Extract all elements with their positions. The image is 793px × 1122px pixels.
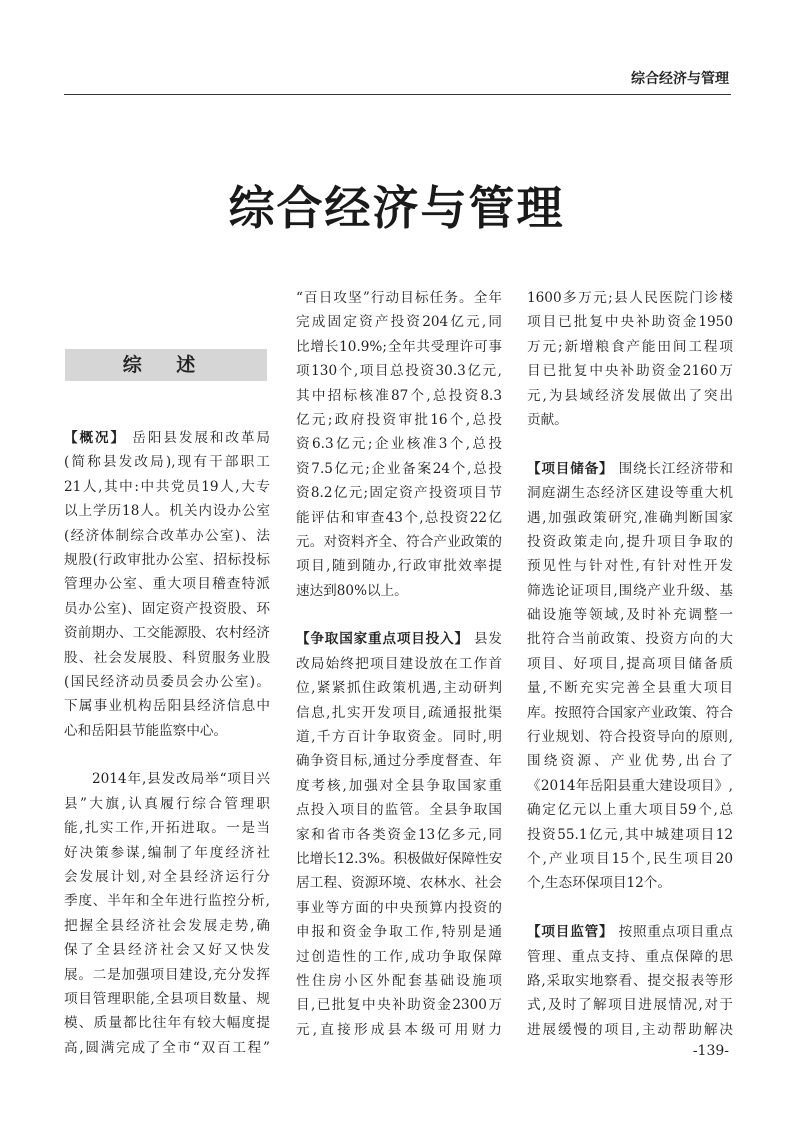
line-text: 道,千方百计争取资金。同时,明 [296, 729, 502, 746]
line-text: 位,紧紧抓住政策机遇,主动研判 [296, 680, 502, 697]
paragraph [296, 627, 502, 1042]
text-line [527, 847, 733, 871]
text-line [296, 506, 502, 530]
line-text: 行业规划、符合投资导向的原则, [527, 729, 733, 746]
line-text: 性住房小区外配套基础设施项 [296, 972, 502, 989]
line-text: 个,产业项目15个,民生项目20 [527, 850, 733, 867]
line-text: 个,生态环保项目12个。 [527, 875, 671, 892]
text-line [296, 408, 502, 432]
text-line [64, 694, 270, 718]
text-line [296, 701, 502, 725]
line-text: (国民经济动员委员会办公室)。 [64, 673, 270, 690]
text-line [296, 920, 502, 944]
text-column-1 [64, 426, 270, 1060]
line-text: 改局始终把项目建设放在工作首 [296, 655, 502, 672]
line-text: 项目已批复中央补助资金1950 [527, 314, 733, 331]
line-text: 家和省市各类资金13亿多元,同 [296, 826, 502, 843]
line-text: 洞庭湖生态经济区建设等重大机 [527, 485, 733, 502]
paragraph-gap [527, 432, 733, 456]
line-text: 目,已批复中央补助资金2300万 [296, 997, 502, 1014]
text-line [296, 554, 502, 578]
line-text: (简称县发改局),现有干部职工 [64, 454, 270, 471]
line-text: 亿元;政府投资审批16个,总投 [296, 411, 502, 428]
line-text: 岳阳县发展和改革局 [126, 430, 271, 446]
line-text: 能,扎实工作,开拓进取。一是当 [64, 820, 270, 837]
line-text: 预见性与针对性,有针对性开发 [527, 558, 733, 575]
paragraph-gap [527, 896, 733, 920]
line-text: 其中招标核准87个,总投资8.3 [296, 387, 502, 404]
text-line [296, 530, 502, 554]
line-text: 员办公室)、固定资产投资股、环 [64, 600, 270, 617]
text-line [296, 798, 502, 822]
text-line [296, 432, 502, 456]
text-line [64, 719, 270, 743]
paragraph [527, 286, 733, 432]
line-text: 项目、好项目,提高项目储备质 [527, 655, 733, 672]
text-line [296, 993, 502, 1017]
text-line [64, 963, 270, 987]
line-text: 县发 [468, 631, 503, 648]
line-text: 1600多万元;县人民医院门诊楼 [527, 290, 733, 306]
text-line [64, 670, 270, 694]
header-rule [64, 94, 731, 95]
line-text: 保了全县经济社会又好又快发 [64, 942, 270, 959]
text-line [296, 1018, 502, 1042]
text-line [64, 646, 270, 670]
text-line [296, 774, 502, 798]
line-text: 资前期办、工交能源股、农村经济 [64, 625, 270, 642]
line-text: 下属事业机构岳阳县经济信息中 [64, 698, 270, 715]
text-line [527, 408, 733, 432]
line-text: 资8.2亿元;固定资产投资项目节 [296, 485, 502, 502]
text-line [296, 481, 502, 505]
line-text: 县”大旗,认真履行综合管理职 [64, 795, 270, 812]
text-line [527, 359, 733, 383]
line-text: 比增长10.9%;全年共受理许可事 [296, 338, 502, 355]
text-line [64, 572, 270, 596]
text-line [527, 774, 733, 798]
text-line [296, 384, 502, 408]
line-text: 心和岳阳县节能监察中心。 [64, 722, 228, 739]
line-text: 按照重点项目重点 [613, 924, 733, 941]
text-column-2 [296, 286, 502, 1042]
line-text: 贡献。 [527, 411, 568, 428]
text-line [64, 767, 270, 791]
line-text: 筛选论证项目,围绕产业升级、基 [527, 582, 733, 599]
text-line [527, 627, 733, 651]
paragraph-lead-heading: 【项目储备】 [527, 460, 614, 477]
text-line [296, 896, 502, 920]
paragraph [64, 767, 270, 1060]
text-line [296, 945, 502, 969]
line-text: 把握全县经济社会发展走势,确 [64, 917, 270, 934]
text-line [296, 627, 502, 651]
line-text: 模、质量都比往年有较大幅度提 [64, 1015, 270, 1032]
text-line [527, 871, 733, 895]
page-number: -139- [692, 1043, 729, 1059]
paragraph-lead-heading: 【争取国家重点项目投入】 [296, 631, 469, 648]
text-line [527, 945, 733, 969]
line-text: 进展缓慢的项目,主动帮助解决 [527, 1021, 733, 1038]
line-text: 式,及时了解项目进展情况,对于 [527, 997, 733, 1014]
text-line [64, 475, 270, 499]
line-text: 比增长12.3%。积极做好保障性安 [296, 850, 503, 867]
line-text: 信息,扎实开发项目,疏通报批渠 [296, 704, 502, 721]
line-text: 高,圆满完成了全市“双百工程” [64, 1039, 270, 1056]
text-line [64, 889, 270, 913]
text-line [527, 1018, 733, 1042]
line-text: 投资政策走向,提升项目争取的 [527, 533, 733, 550]
text-line [527, 286, 733, 310]
line-text: 量,不断充实完善全县重大项目 [527, 680, 733, 697]
text-line [64, 524, 270, 548]
text-line [296, 749, 502, 773]
line-text: 库。按照符合国家产业政策、符合 [527, 704, 733, 721]
text-line [64, 816, 270, 840]
text-line [296, 676, 502, 700]
line-text: 规股(行政审批办公室、招标投标 [64, 551, 270, 568]
line-text: 元。对资料齐全、符合产业政策的 [296, 533, 502, 550]
text-line [64, 621, 270, 645]
line-text: 2014年,县发改局举“项目兴 [92, 771, 270, 788]
line-text: 21人,其中:中共党员19人,大专 [64, 478, 270, 495]
line-text: 以上学历18人。机关内设办公室 [64, 503, 270, 520]
line-text: 管理办公室、重大项目稽查特派 [64, 576, 270, 593]
text-line [64, 914, 270, 938]
line-text: 元,为县域经济发展做出了突出 [527, 387, 733, 404]
text-line [527, 506, 733, 530]
text-line [64, 865, 270, 889]
line-text: 过创造性的工作,成功争取保障 [296, 948, 502, 965]
line-text: 元,直接形成县本级可用财力 [296, 1021, 502, 1038]
text-line [64, 450, 270, 474]
paragraph-gap [296, 603, 502, 627]
line-text: 批符合当前政策、投资方向的大 [527, 631, 733, 648]
text-line [527, 457, 733, 481]
line-text: 完成固定资产投资204亿元,同 [296, 314, 502, 331]
text-line [64, 499, 270, 523]
text-line [527, 603, 733, 627]
line-text: 遇,加强政策研究,准确判断国家 [527, 509, 733, 526]
line-text: 季度、半年和全年进行监控分析, [64, 893, 270, 910]
text-line [296, 457, 502, 481]
text-line [296, 359, 502, 383]
paragraph [64, 426, 270, 743]
line-text: 资7.5亿元;企业备案24个,总投 [296, 460, 502, 477]
text-line [527, 310, 733, 334]
line-text: 能评估和审查43个,总投资22亿 [296, 509, 502, 526]
text-line [527, 481, 733, 505]
line-text: 础设施等领域,及时补充调整一 [527, 607, 733, 624]
line-text: 围绕长江经济带和 [613, 460, 733, 477]
text-line [527, 676, 733, 700]
text-line [296, 310, 502, 334]
text-line [527, 969, 733, 993]
paragraph [527, 920, 733, 1042]
text-line [527, 920, 733, 944]
text-line [64, 792, 270, 816]
line-text: 管理、重点支持、重点保障的思 [527, 948, 733, 965]
text-line [527, 725, 733, 749]
line-text: 项目,随到随办,行政审批效率提 [296, 558, 502, 575]
text-line [527, 530, 733, 554]
paragraph-lead-heading: 【概况】 [64, 430, 127, 446]
line-text: 事业等方面的中央预算内投资的 [296, 899, 502, 916]
text-line [64, 426, 270, 450]
text-column-3 [527, 286, 733, 1042]
text-line [296, 652, 502, 676]
running-header: 综合经济与管理 [631, 71, 729, 87]
line-text: 点投入项目的监管。全县争取国 [296, 802, 502, 819]
line-text: 居工程、资源环境、农林水、社会 [296, 875, 502, 892]
text-line [64, 938, 270, 962]
line-text: 会发展计划,对全县经济运行分 [64, 869, 270, 886]
text-line [527, 554, 733, 578]
line-text: 项目管理职能,全县项目数量、规 [64, 990, 270, 1007]
text-line [527, 798, 733, 822]
text-line [527, 701, 733, 725]
text-line [296, 725, 502, 749]
text-line [296, 847, 502, 871]
text-line [64, 597, 270, 621]
line-text: 围绕资源、产业优势,出台了 [527, 753, 733, 770]
paragraph [527, 457, 733, 896]
line-text: 申报和资金争取工作,特别是通 [296, 924, 502, 941]
text-line [296, 579, 502, 603]
line-text: 资6.3亿元;企业核准3个,总投 [296, 436, 502, 453]
line-text: 万元;新增粮食产能田间工程项 [527, 338, 733, 355]
line-text: 项130个,项目总投资30.3亿元, [296, 363, 502, 380]
line-text: 展。二是加强项目建设,充分发挥 [64, 966, 270, 983]
text-line [527, 384, 733, 408]
line-text: 投资55.1亿元,其中城建项目12 [527, 826, 733, 843]
line-text: 度考核,加强对全县争取国家重 [296, 777, 502, 794]
line-text: “百日攻坚”行动目标任务。全年 [296, 290, 502, 306]
text-line [527, 335, 733, 359]
paragraph [296, 286, 502, 603]
section-heading: 综 述 [65, 349, 267, 381]
text-line [64, 841, 270, 865]
text-line [296, 335, 502, 359]
line-text: 目已批复中央补助资金2160万 [527, 363, 733, 380]
text-line [64, 548, 270, 572]
line-text: 股、社会发展股、科贸服务业股 [64, 649, 270, 666]
page-title: 综合经济与管理 [228, 181, 565, 235]
line-text: 好决策参谋,编制了年度经济社 [64, 844, 270, 861]
line-text: (经济体制综合改革办公室)、法 [64, 527, 270, 544]
text-line [64, 987, 270, 1011]
line-text: 路,采取实地察看、提交报表等形 [527, 972, 733, 989]
text-line [527, 993, 733, 1017]
text-line [296, 823, 502, 847]
text-line [64, 1011, 270, 1035]
line-text: 确定亿元以上重大项目59个,总 [527, 802, 733, 819]
text-line [296, 969, 502, 993]
line-text: 速达到80%以上。 [296, 582, 408, 599]
line-text: 确争资目标,通过分季度督查、年 [296, 753, 502, 770]
text-line [64, 1036, 270, 1060]
text-line [527, 652, 733, 676]
paragraph-lead-heading: 【项目监管】 [527, 924, 614, 941]
text-line [296, 871, 502, 895]
paragraph-gap [64, 743, 270, 767]
text-line [527, 579, 733, 603]
text-line [527, 823, 733, 847]
text-line [527, 749, 733, 773]
text-line [296, 286, 502, 310]
line-text: 《2014年岳阳县重大建设项目》, [527, 777, 733, 794]
